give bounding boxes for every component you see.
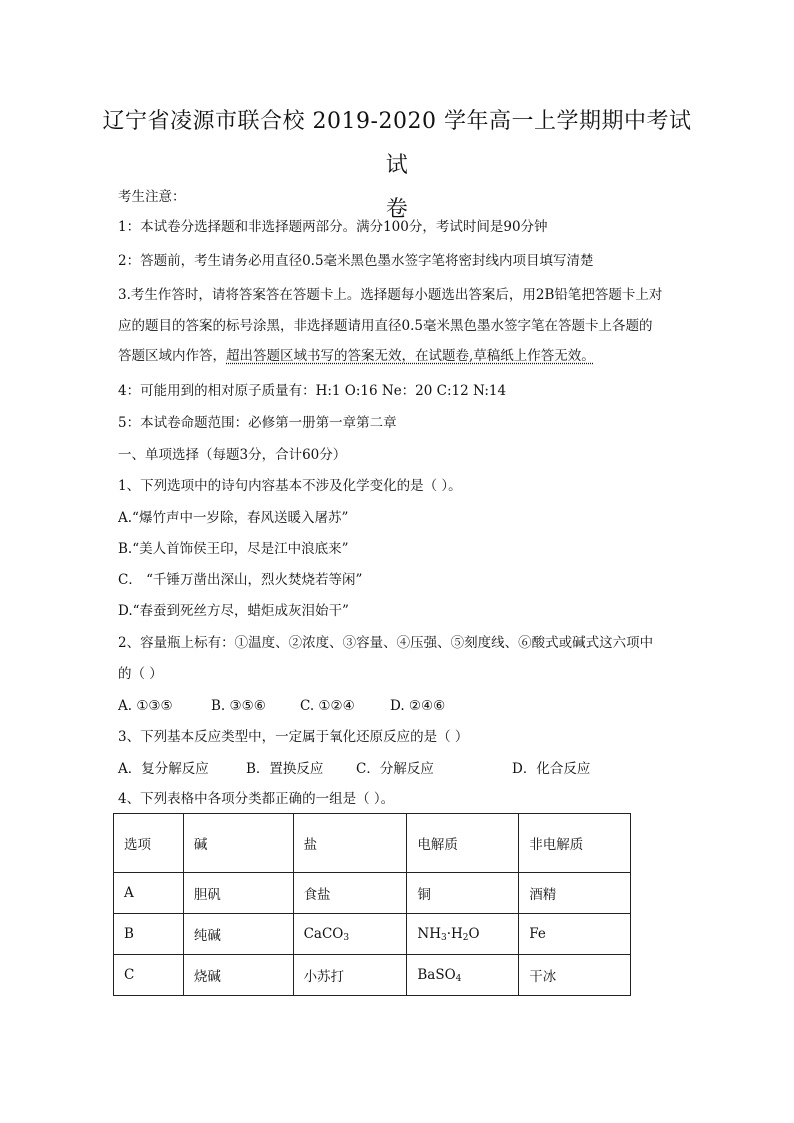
formula-baso: BaSO [417,966,456,983]
notice-5: 5：本试卷命题范围：必修第一册第一章第二章 [118,415,397,431]
table-cell: 纯碱 [183,914,293,955]
q2-stem-line-1: 2、容量瓶上标有：①温度、②浓度、③容量、④压强、⑤刻度线、⑥酸式或碱式这六项中 [118,635,654,651]
notice-4: 4：可能用到的相对原子质量有：H:1 O:16 Ne：20 C:12 N:14 [118,383,507,399]
q1-option-a: A.“爆竹声中一岁除，春风送暖入屠苏” [118,510,349,526]
q3-option-a: A．复分解反应 [118,761,209,777]
q1-stem: 1、下列选项中的诗句内容基本不涉及化学变化的是（ ）。 [118,478,462,494]
notice-heading: 考生注意： [118,189,186,205]
q1-option-b: B.“美人首饰侯王印，尽是江中浪底来” [118,541,349,557]
header-electrolyte: 电解质 [407,814,519,873]
formula-o: O [468,925,480,942]
q2-option-d: D. ②④⑥ [390,698,446,714]
notice-3-line-2: 应的题目的答案的标号涂黑，非选择题请用直径0.5毫米黑色墨水签字笔在答题卡上各题的 [118,318,653,334]
table-cell-formula [407,914,519,955]
header-base: 碱 [183,814,293,873]
table-cell: 烧碱 [183,955,293,996]
q3-stem: 3、下列基本反应类型中，一定属于氧化还原反应的是（ ） [118,729,469,745]
q2-option-c: C. ①②④ [300,698,355,714]
table-row [114,914,631,955]
section-heading: 一、单项选择（每题3分，合计60分） [118,447,347,463]
classification-table [113,813,631,996]
subscript: 4 [455,973,462,984]
table-row [114,873,631,914]
header-nonelectrolyte: 非电解质 [519,814,631,873]
notice-3-underlined: 超出答题区域书写的答案无效，在试题卷,草稿纸上作答无效。 [226,348,595,364]
formula-nh: NH [417,925,441,942]
notice-3-line-1: 3.考生作答时，请将答案答在答题卡上。选择题每小题选出答案后，用2B铅笔把答题卡上对 [118,287,663,303]
table-cell: 胆矾 [183,873,293,914]
header-option: 选项 [114,814,184,873]
q2-option-b: B. ③⑤⑥ [211,698,266,714]
table-cell: 铜 [407,873,519,914]
q3-option-d: D．化合反应 [512,761,591,777]
header-salt: 盐 [293,814,407,873]
subscript: 3 [440,932,447,943]
table-cell: 干冰 [519,955,631,996]
formula-h: ·H [446,925,463,942]
table-row [114,955,631,996]
table-cell: 酒精 [519,873,631,914]
q4-stem: 4、下列表格中各项分类都正确的一组是（ ）。 [118,791,395,807]
table-cell: Fe [519,914,631,955]
table-cell: C [114,955,184,996]
exam-title [100,100,694,232]
notice-1: 1：本试卷分选择题和非选择题两部分。满分100分，考试时间是90分钟 [118,219,548,235]
notice-3-text: 答题区域内作答， [118,348,226,364]
table-cell: 食盐 [293,873,407,914]
table-cell-formula [293,914,407,955]
subscript: 2 [462,932,469,943]
q1-option-c: C． “千锤万凿出深山，烈火焚烧若等闲” [118,572,363,588]
q2-option-a: A. ①③⑤ [118,698,173,714]
table-header-row [114,814,631,873]
title-line-1: 辽宁省凌源市联合校 2019-2020 学年高一上学期期中考试试 [102,109,692,178]
subscript: 3 [343,932,350,943]
title-line-2: 卷 [385,197,409,222]
formula-caco: CaCO [303,925,344,942]
table-cell: A [114,873,184,914]
q3-option-b: B．置换反应 [246,761,324,777]
q3-option-c: C．分解反应 [356,761,434,777]
table-cell-formula [407,955,519,996]
notice-2: 2：答题前，考生请务必用直径0.5毫米黑色墨水签字笔将密封线内项目填写清楚 [118,253,594,269]
table-cell: 小苏打 [293,955,407,996]
notice-3-line-3 [118,347,595,365]
table-cell: B [114,914,184,955]
q1-option-d: D.“春蚕到死丝方尽，蜡炬成灰泪始干” [118,603,349,619]
q2-stem-line-2: 的（ ） [118,666,163,682]
